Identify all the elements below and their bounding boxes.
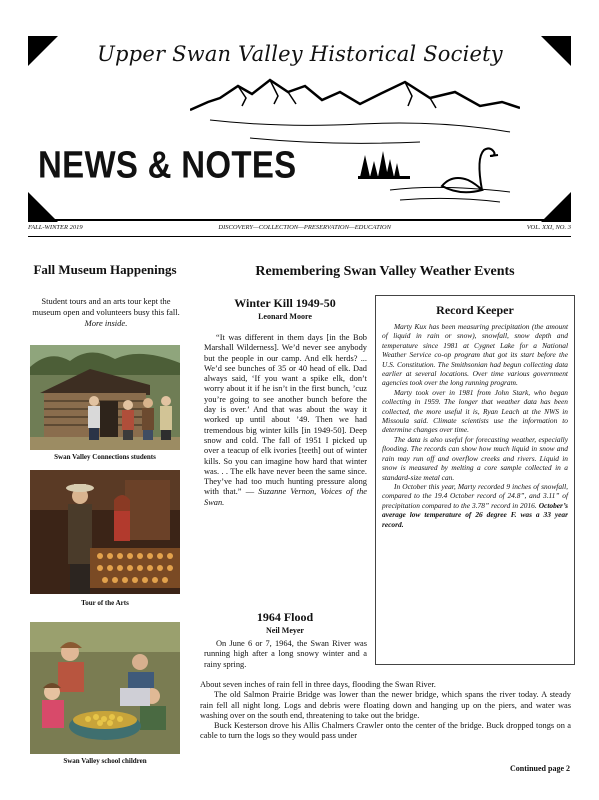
- issue-band: [28, 224, 571, 231]
- issue-date: FALL-WINTER 2019: [28, 224, 83, 231]
- sidebar-title: Fall Museum Happenings: [33, 262, 177, 277]
- flood-paragraph-1b: About seven inches of rain fell in three days, flooding the Swan River.: [200, 680, 436, 689]
- photo-tour-of-arts: [30, 470, 180, 594]
- flood-title: 1964 Flood: [256, 610, 314, 624]
- mountain-lake-swan-illustration: [190, 72, 520, 207]
- record-keeper-paragraph-1: Marty Kux has been measuring precipitation (the amount of liquid in rain or snow), snowfall, snow depth and temperature since 1981 at Cygnet Lake for a National Weather Service co-op program that got its start before the U.S. Constitution. The Smithsonian had begun collecting data earlier at several locations. Over time various government agencies took over the long running program.: [382, 322, 568, 388]
- newsletter-title: NEWS & NOTES: [38, 143, 297, 186]
- photo-students-cabin: [30, 345, 180, 450]
- corner-ornament-bottom-left: [28, 192, 58, 222]
- continued-note: Continued page 2: [509, 764, 570, 773]
- record-keeper-highlight: October’s average low temperature of 26 degree F. was a 33 year record.: [382, 500, 568, 529]
- flood-paragraph-3: Buck Kesterson drove his Allis Chalmers Crawler onto the center of the bridge. Buck dropped tongs on a cable to turn the logs so they would pass under: [200, 721, 571, 741]
- flood-author: Neil Meyer: [266, 626, 304, 635]
- winter-kill-source: Suzanne Vernon, Voices of the Swan.: [204, 487, 368, 507]
- winter-kill-body: “It was different in them days [in the Bob Marshall Wilderness]. We’d never see anybody but the people in our camp. And elk herds? ... We’d see bunches of 35 or 40 head of elk. Dad always said, ‘If you want a spike elk, don’t worry about it if he isn’t in the first bunch, ’cuz you’re going to see another bunch before the day is over.’ And that was about the way it worked up until about ’49. Then we had tremendous big winter kills [in 1949-50]. Deep snow and cold. The fall of 1951 I picked up over a teacup of elk ivories [teeth] out of winter kills. So you can imagine how hard that winter was. . . The elk have never been the same since. They’ve had too much hunting pressure along with that.” — Suzanne Vernon, Voices of the Swan.: [204, 333, 368, 507]
- record-keeper-body: [382, 322, 568, 529]
- record-keeper-title: Record Keeper: [436, 303, 514, 317]
- sidebar-more-inside: More inside.: [84, 318, 128, 328]
- caption-school-children: Swan Valley school children: [63, 757, 147, 765]
- photo-school-children: [30, 622, 180, 754]
- record-keeper-paragraph-4: In October this year, Marty recorded 9 inches of snowfall, compared to the 19.4 October record of 24.8”, and 3.11” of precipitation compared to the 3.78” record in 2016.: [382, 481, 568, 510]
- divider-top: [28, 219, 571, 221]
- flood-body-top: [204, 639, 367, 670]
- flood-paragraph-1: On June 6 or 7, 1964, the Swan River was running high after a long snowy winter and a rainy spring.: [204, 639, 367, 669]
- sidebar-intro-text: Student tours and an arts tour kept the museum open and volunteers busy this fall.: [32, 296, 180, 317]
- winter-kill-author: Leonard Moore: [258, 312, 312, 321]
- flood-body-wide: [200, 680, 571, 742]
- flood-paragraph-2: The old Salmon Prairie Bridge was lower than the newer bridge, which spans the river today. A steady rain fell all night long. Logs and debris were floating down and hanging up on the piers, and water was washing over on the south end, threatening to take out the bridge.: [200, 690, 571, 720]
- mission-line: DISCOVERY—COLLECTION—PRESERVATION—EDUCATION: [218, 224, 391, 231]
- winter-kill-title: Winter Kill 1949-50: [234, 296, 336, 310]
- corner-ornament-bottom-right: [541, 192, 571, 222]
- sidebar-intro: [30, 296, 182, 329]
- feature-title: Remembering Swan Valley Weather Events: [255, 264, 515, 279]
- record-keeper-paragraph-3: The data is also useful for forecasting weather, especially flooding. The records can show how much liquid in snow and rain may run off and overflow creeks and rivers. Liquid in snow is measured by melting a core sample collected in a standard-size metal can.: [382, 434, 568, 482]
- caption-tour-of-arts: Tour of the Arts: [81, 599, 129, 607]
- divider-bottom: [28, 236, 571, 237]
- winter-kill-text: “It was different in them days [in the Bob Marshall Wilderness]. We’d never see anybody but the people in our camp. And elk herds? ... We’d see bunches of 35 or 40 head of elk. Dad always said, ‘If you want a spike elk, don’t worry about it if he isn’t in the first bunch, ’cuz you’re going to see another bunch before the day is over.’ And that was about the way it worked up until about ’49. Then we had tremendous big winter kills [in 1949-50]. Deep snow and cold. The fall of 1951 I picked up over a teacup of elk ivories [teeth] out of winter kills. So you can imagine how hard that winter was. . . The elk have never been the same since. They’ve had too much hunting pressure along with that.”: [204, 333, 367, 497]
- volume-number: VOL. XXI, NO. 3: [526, 224, 571, 231]
- caption-students: Swan Valley Connections students: [54, 453, 156, 461]
- record-keeper-paragraph-2: Marty took over in 1981 from John Stark, who began collecting in 1959. The longer that weather data has been collected, the more useful it is, Ryan Leach at the NWS in Missoula said. Climate scientists use the information to determine changes over time.: [382, 387, 568, 435]
- society-name: Upper Swan Valley Historical Society: [97, 42, 503, 66]
